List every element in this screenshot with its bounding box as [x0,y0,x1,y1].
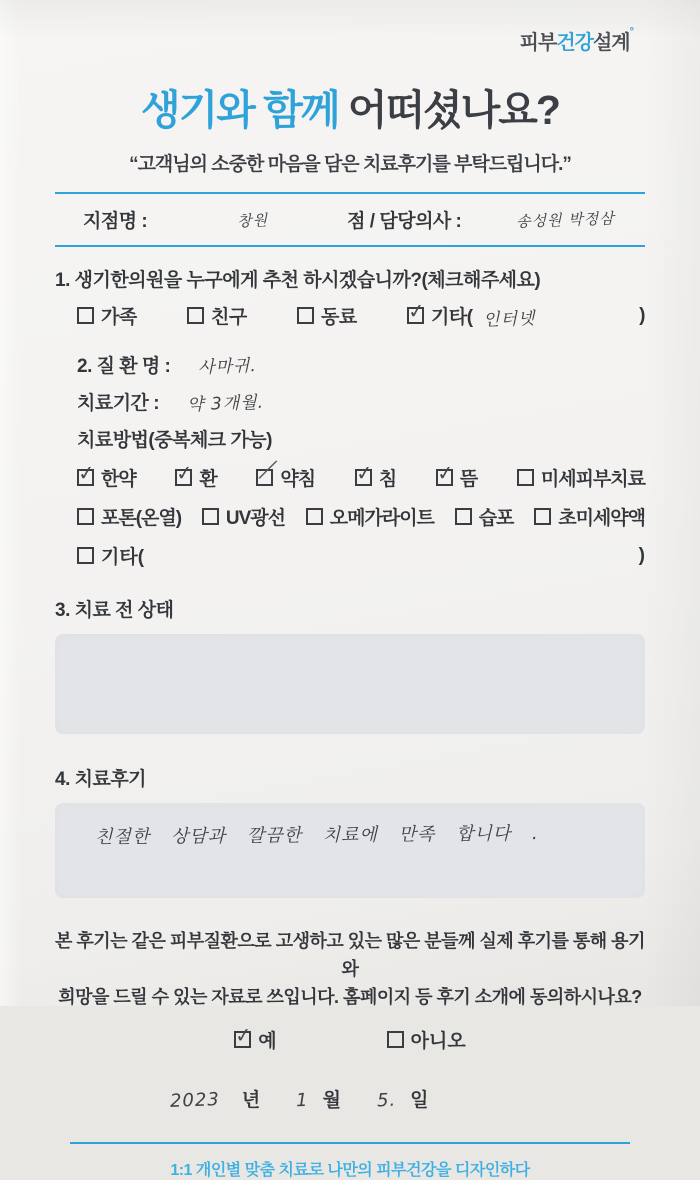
footer-slogan: 1:1 개인별 맞춤 치료로 나만의 피부건강을 디자인하다 [170,1161,530,1179]
q1-option-family [77,302,187,329]
q1-title: 1. 생기한의원을 누구에게 추천 하시겠습니까?(체크해주세요) [55,270,541,291]
q1-option-friend-label: 친구 [211,307,247,328]
date-day-handwritten: 5. [376,1089,397,1112]
consent-line2: 희망을 드릴 수 있는 자료로 쓰입니다. 홈페이지 등 후기 소개에 동의하시나요? [58,986,642,1007]
branch-handwritten-value: 창원 [236,211,269,231]
q2-method-label: 치료방법(중복체크 가능) [77,430,272,451]
review-handwritten-text: 친절한 상담과 깔끔한 치료에 만족 합니다 . [94,823,539,848]
method-etc-label: 기타( [101,547,145,568]
logo-accent: 건강 [556,32,593,54]
doctor-handwritten-value: 송성원 박정삼 [516,209,616,231]
method-wetpack-label: 습포 [478,508,514,529]
page-subtitle: “고객님의 소중한 마음을 담은 치료후기를 부탁드립니다.” [129,154,571,175]
date-row [170,1085,645,1112]
q1-option-other-label: 기타( [431,307,473,328]
doctor-label: 점 / 담당의사 : [347,211,462,232]
method-wetpack [455,503,514,530]
method-photon [77,503,181,530]
q2-method-label-row [55,425,645,452]
logo-prefix: 피부 [519,32,557,54]
methods-row-3 [77,542,645,569]
method-acupuncture-label: 침 [378,469,397,490]
method-pharmaco-label: 약침 [280,469,316,490]
consent-no [387,1026,466,1053]
page-title [55,77,645,136]
method-omega-label: 오메가라이트 [329,508,434,529]
q1-option-friend [187,302,297,329]
consent-line1: 본 후기는 같은 피부질환으로 고생하고 있는 많은 분들께 실제 후기를 통해 용기와 [55,931,645,979]
checkbox-method-etc[interactable] [77,547,94,564]
consent-yes [234,1026,276,1053]
checkbox-acupuncture[interactable] [355,469,372,486]
logo-suffix: 설계 [592,32,630,54]
q1-other-close-paren: ) [639,304,645,326]
q1-option-family-label: 가족 [101,307,137,328]
q1-option-colleague [297,302,407,329]
checkbox-ultrafine[interactable] [534,508,551,525]
page-title-rest: 어떠셨나요? [338,87,559,133]
q2-disease-row [55,351,645,378]
branch-label: 지점명 : [83,211,148,232]
checkbox-herbal[interactable] [77,469,94,486]
review-box [55,803,645,898]
checkbox-omega[interactable] [306,508,323,525]
method-pharmaco [256,464,315,491]
checkbox-family[interactable] [77,307,94,324]
checkbox-photon[interactable] [77,508,94,525]
checkbox-uv[interactable] [202,508,219,525]
consent-no-label: 아니오 [410,1030,466,1052]
date-month-handwritten: 1 [295,1089,309,1111]
method-herbal-label: 한약 [101,469,136,490]
method-moxibustion-label: 뜸 [459,469,478,490]
period-handwritten-value: 약 3개월. [186,392,265,416]
checkbox-moxibustion[interactable] [436,469,453,486]
date-day-label: 일 [410,1089,429,1111]
page-title-accent: 생기와 함께 [141,87,339,133]
method-etc [77,542,144,569]
footer-divider [70,1142,630,1144]
method-etc-close-paren: ) [638,544,645,566]
clinic-logo [55,26,645,55]
consent-options [55,1026,645,1053]
q2-period-label: 치료기간 : [77,393,160,414]
q1-option-colleague-label: 동료 [321,307,357,328]
q4-title: 4. 치료후기 [55,769,147,790]
date-year-label: 년 [241,1089,261,1111]
treatment-methods [55,464,645,569]
methods-row-1 [77,464,645,491]
method-microskin [517,464,645,491]
method-ultrafine-label: 초미세약액 [558,508,645,529]
consent-text [55,928,645,1012]
method-uv [202,503,285,530]
disease-handwritten-value: 사마귀. [198,355,258,379]
consent-yes-label: 예 [258,1030,277,1052]
checkbox-microskin[interactable] [517,469,534,486]
checkbox-no[interactable] [387,1031,404,1048]
checkbox-yes[interactable] [234,1031,251,1048]
checkbox-other[interactable] [407,307,424,324]
before-treatment-box [55,634,645,734]
checkbox-pharmaco[interactable] [256,469,273,486]
q2-disease-label: 2. 질 환 명 : [77,356,171,377]
method-pill [175,464,216,491]
methods-row-2 [77,503,645,530]
q1-option-other [407,302,645,329]
branch-doctor-row [55,192,645,247]
checkbox-wetpack[interactable] [455,508,472,525]
date-month-label: 월 [322,1089,341,1111]
degree-icon: ° [629,26,633,38]
method-acupuncture [355,464,396,491]
other-handwritten-value: 인터넷 [482,308,536,331]
method-herbal [77,464,136,491]
method-omega [306,503,434,530]
method-photon-label: 포톤(온열) [101,508,182,529]
date-year-handwritten: 2023 [169,1088,221,1112]
q3-title: 3. 치료 전 상태 [55,600,174,621]
method-uv-label: UV광선 [225,508,285,529]
checkbox-friend[interactable] [187,307,204,324]
q1-options [55,302,645,329]
checkbox-pill[interactable] [175,469,192,486]
checkbox-colleague[interactable] [297,307,314,324]
method-ultrafine [534,503,645,530]
q2-period-row [55,388,645,415]
method-pill-label: 환 [199,469,217,490]
method-microskin-label: 미세피부치료 [540,469,645,490]
method-moxibustion [436,464,477,491]
